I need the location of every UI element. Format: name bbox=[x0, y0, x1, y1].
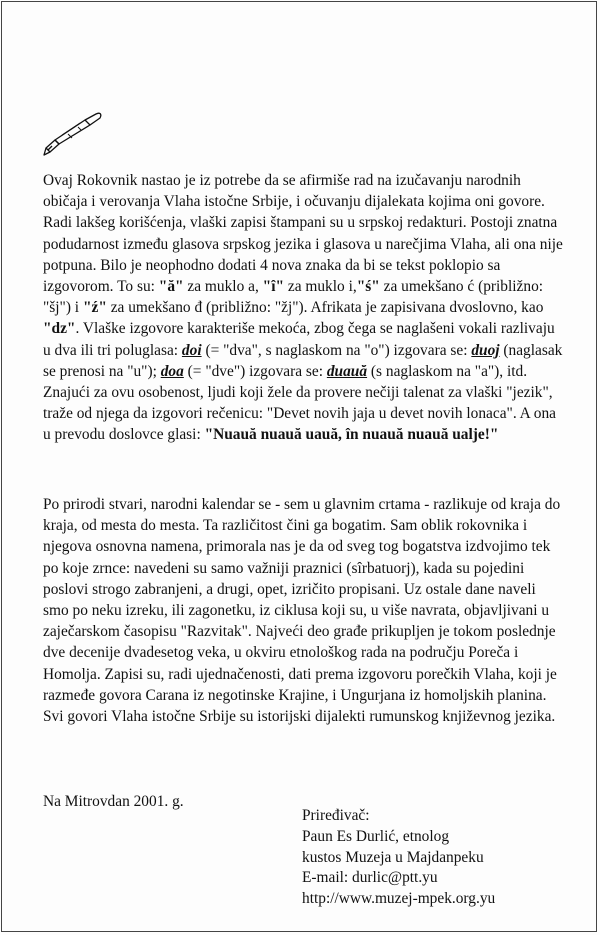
calendar-paragraph: Po prirodi stvari, narodni kalendar se - sem u glavnim crtama - razlikuje od kraja do kraja, od mesta do mesta. Ta različitost čini ga bogatim. Sam oblik rokovnika i njegova osnovna namena, primorala nas je da od sveg tog bogatstva izdvojimo tek po koje zrnce: navedeni su samo važniji praznici (sîrbatuorj), kada su pojedini poslovi strogo zabranjeni, a drugi, opet, izričito propisani. Uz ostale dane naveli smo po neku izreku, ili zagonetku, iz ciklusa koji su, u više navrata, objavljivani u zaječarskom časopisu "Razvitak". Najveći deo građe prikupljen je tokom poslednje dve decenije dvadesetog veka, u okviru etnološkog rada na području Poreča i Homolja. Zapisi su, radi ujednačenosti, dati prema izgovoru porečkih Vlaha, koji je razmeđe govora Carana iz negotinske Krajine, i Ungurjana iz homoljskih planina. Svi govori Vlaha istočne Srbije su istorijski dijalekti rumunskog književnog jezika. bbox=[43, 496, 561, 726]
editor-role: Priređivač: bbox=[302, 807, 370, 824]
editor-email: E-mail: durlic@ptt.yu bbox=[302, 869, 438, 887]
text-segment: (naglasak se prenosi na "u"); bbox=[43, 341, 563, 380]
example-word: doi bbox=[181, 341, 202, 359]
example-word: doa bbox=[160, 362, 184, 380]
text-segment: za umekšano đ (približno: "žj"). Afrikata je zapisivana dvoslovno, kao bbox=[106, 299, 544, 317]
text-segment: (s naglaskom na "a"), itd. Znajući za ovu osobenost, ljudi koji žele da provere nečiji talenat za vlaški "jezik", traže od njega da izgovori rečenicu: "Devet novih jaja u devet novih lonaca". A ona u prevodu doslovce glasi: bbox=[43, 362, 557, 444]
editor-title: kustos Muzeja u Majdanpeku bbox=[302, 848, 484, 866]
example-word: duauă bbox=[326, 362, 368, 380]
text-segment: (= "dva", s naglaskom na "o") izgovara se: bbox=[201, 341, 472, 359]
char-dz: "dz" bbox=[43, 320, 76, 338]
char-z-acute: "ź" bbox=[82, 299, 107, 317]
example-word: duoj bbox=[471, 341, 500, 359]
char-a-breve: "ă" bbox=[158, 278, 184, 296]
intro-paragraph bbox=[43, 170, 563, 446]
date-line: Na Mitrovdan 2001. g. bbox=[43, 793, 184, 810]
text-segment: za muklo i, bbox=[284, 278, 357, 296]
vlach-phrase: "Nuauă nuauă uauă, în nuauă nuauă ualje!" bbox=[204, 426, 499, 444]
editor-name: Paun Es Durlić, etnolog bbox=[302, 827, 450, 845]
text-segment: . Vlaške izgovore karakteriše mekoća, zbog čega se naglašeni vokali razlivaju u dva ili tri poluglasa: bbox=[43, 320, 555, 359]
text-segment: Ovaj Rokovnik nastao je iz potrebe da se afirmiše rad na izučavanju narodnih običaja i verovanja Vlaha istočne Srbije, i očuvanju dijalekata kojima oni govore. Radi lakšeg korišćenja, vlaški zapisi štampani su u srpskoj redakturi. Postoji znatna podudarnost između glasova srpskog jezika i glasova u narečjima Vlaha, ali ona nije potpuna. Bilo je neophodno dodati 4 nova znaka da bi se tekst poklopio sa izgovorom. To su: bbox=[43, 172, 563, 296]
text-segment: za umekšano ć (približno: "šj") i bbox=[43, 278, 544, 317]
char-s-acute: "ś" bbox=[356, 278, 380, 296]
museum-url: http://www.muzej-mpek.org.yu bbox=[302, 890, 496, 908]
char-i-circumflex: "î" bbox=[262, 278, 285, 296]
text-segment: (= "dve") izgovara se: bbox=[183, 362, 327, 380]
text-segment: za muklo a, bbox=[183, 278, 263, 296]
fountain-pen-icon bbox=[40, 108, 104, 158]
signature-block bbox=[302, 806, 495, 910]
